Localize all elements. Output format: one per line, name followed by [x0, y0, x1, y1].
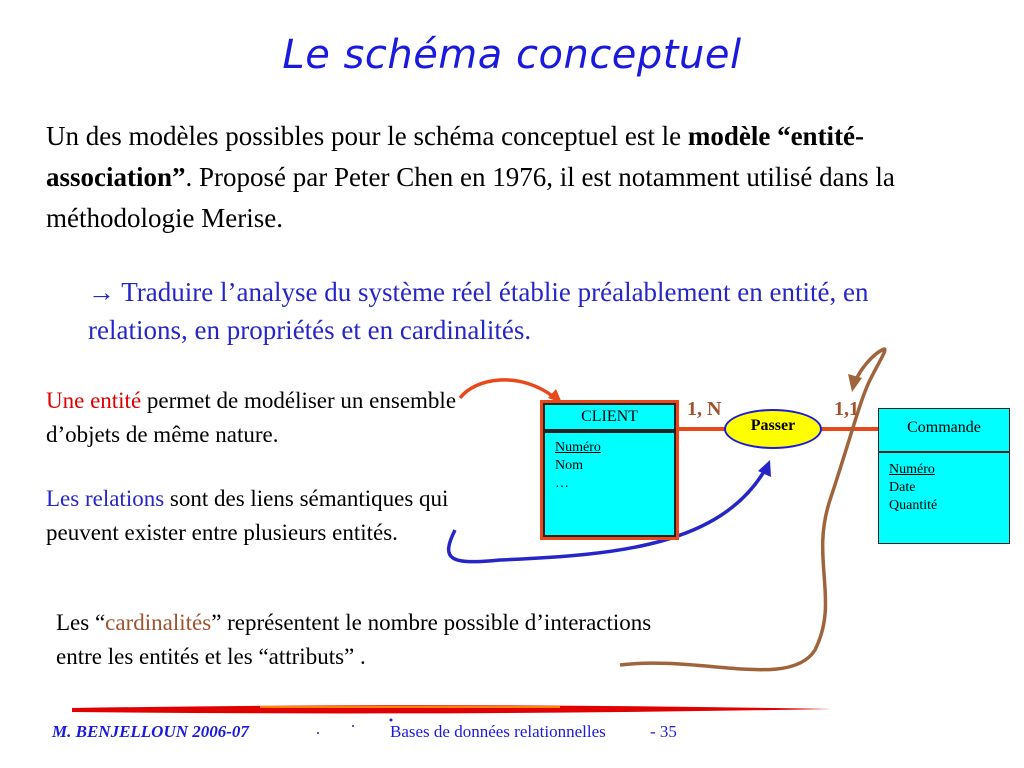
cardinal-before: Les “ — [56, 610, 106, 635]
arrow-right-icon: → — [88, 277, 115, 307]
footer-dot — [317, 732, 319, 734]
bullet-text: Traduire l’analyse du système réel établie préalablement en entité, en relations, en propriétés et en cardinalités. — [88, 277, 869, 345]
client-attribute: Nom — [555, 458, 583, 473]
intro-bold-term: modèle “entité-association” — [46, 121, 865, 192]
relations-term: Les relations — [46, 486, 165, 511]
cardinal-term: cardinalités — [105, 610, 212, 635]
intro-text-1: Un des modèles possibles pour le schéma conceptuel est le — [46, 121, 688, 151]
client-entity-name: CLIENT — [543, 403, 676, 431]
commande-entity-name: Commande — [878, 408, 1010, 452]
arrow-bullet — [88, 273, 968, 349]
commande-attributes — [878, 452, 1010, 544]
entity-note — [46, 384, 466, 452]
intro-text-2: . Proposé par Peter Chen en 1976, il est notamment utilisé dans la méthodologie Merise. — [46, 162, 895, 233]
footer-dot — [352, 725, 354, 727]
commande-attribute: Quantité — [889, 498, 938, 513]
slide-title: Le schéma conceptuel — [282, 32, 742, 78]
client-attribute-key: Numéro — [555, 440, 601, 455]
cardinal-note — [56, 606, 656, 674]
footer-page-number: - 35 — [650, 722, 677, 741]
commande-attribute-key: Numéro — [889, 462, 935, 477]
cardinal-arrowhead — [848, 374, 862, 392]
footer-course: Bases de données relationnelles — [390, 722, 606, 741]
cardinality-left: 1, N — [687, 398, 722, 420]
entity-arrow — [460, 380, 555, 398]
entity-description: permet de modéliser un ensemble d’objets de même nature. — [46, 388, 457, 447]
cardinality-right: 1,1 — [834, 398, 859, 420]
footer-rule-highlight — [260, 706, 560, 708]
client-attribute: … — [555, 476, 569, 491]
footer-author: M. BENJELLOUN 2006-07 — [52, 722, 249, 741]
relations-arrowhead — [758, 460, 771, 477]
relations-description: sont des liens sémantiques qui peuvent exister entre plusieurs entités. — [46, 486, 449, 545]
cardinal-after: ” représentent le nombre possible d’interactions entre les entités et les “attributs” . — [56, 610, 652, 669]
relations-note — [46, 482, 516, 550]
client-attributes — [543, 431, 676, 537]
commande-attribute: Date — [889, 480, 916, 495]
association-passer: Passer — [724, 409, 822, 449]
entity-term: Une entité — [46, 388, 142, 413]
intro-paragraph — [46, 116, 981, 239]
